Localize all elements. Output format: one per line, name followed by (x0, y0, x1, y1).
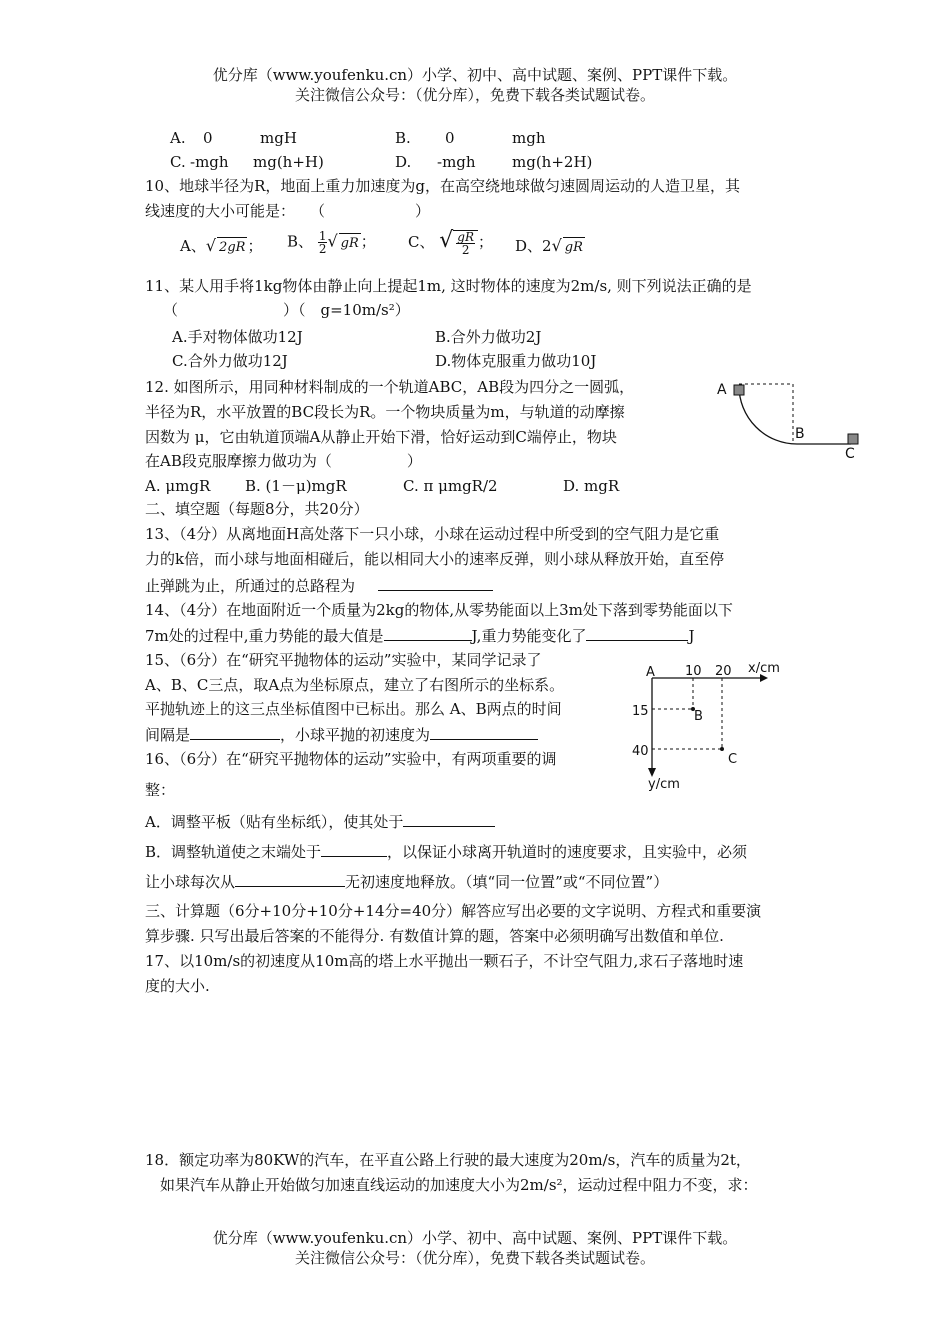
q15-line4 (145, 723, 538, 745)
q9-opt-a-label: A. (170, 129, 186, 147)
page-header-line1: 优分库（www.youfenku.cn）小学、初中、高中试题、案例、PPT课件下载。 (212, 66, 738, 84)
tick-y-40: 40 (632, 744, 649, 759)
q10-sep: ； (478, 233, 494, 251)
block-a (734, 385, 744, 395)
q14-line2a: 7m处的过程中,重力势能的最大值是 (145, 627, 384, 645)
q12-opt-a: A. μmgR (145, 477, 211, 495)
label-c: C (728, 752, 738, 767)
q11-opt-b: B.合外力做功2J (435, 328, 542, 346)
q15-coordinate-figure (628, 660, 818, 795)
q12-line2: 半径为R，水平放置的BC段长为R。一个物块质量为m，与轨道的动摩擦 (145, 403, 625, 421)
q16-line5a: 让小球每次从 (145, 873, 236, 891)
y-axis-label: y/cm (648, 777, 680, 792)
q10-opt-b-den: 2 (318, 242, 327, 256)
q14-line1: 14、（4分）在地面附近一个质量为2kg的物体,从零势能面以上3m处下落到零势能面以下 (145, 601, 733, 619)
q9-opt-b-v2: mgh (512, 129, 546, 147)
q10-opt-c-num: gR (457, 230, 475, 244)
q16-line1: 16、（6分）在“研究平抛物体的运动”实验中，有两项重要的调 (145, 750, 557, 768)
q10-opt-a-label: A、 (180, 237, 206, 255)
y-axis-arrow-icon (648, 768, 656, 777)
q12-line1: 12. 如图所示，用同种材料制成的一个轨道ABC，AB段为四分之一圆弧， (145, 378, 635, 396)
sqrt-icon: √ (327, 231, 338, 251)
q14-line2c: J (688, 627, 695, 645)
q10-option-d (515, 236, 585, 258)
q14-line2 (145, 624, 694, 646)
sqrt-icon: √ (551, 236, 562, 255)
q16-line4a: B．调整轨道使之末端处于 (145, 843, 322, 861)
q12-opt-c: C. π μmgR/2 (403, 477, 498, 495)
x-axis-label: x/cm (748, 661, 780, 676)
q16-line4b: ，以保证小球离开轨道时的速度要求，且实验中，必须 (387, 843, 748, 861)
arc-ab (739, 386, 797, 444)
q11-opt-a: A.手对物体做功12J (172, 328, 303, 346)
section3-line2: 算步骤. 只写出最后答案的不能得分. 有数值计算的题，答案中必须明确写出数值和单位. (145, 927, 724, 945)
q9-opt-b-label: B. (395, 129, 411, 147)
q13-line1: 13、（4分）从离地面H高处落下一只小球，小球在运动过程中所受到的空气阻力是它重 (145, 525, 720, 543)
section2-title: 二、填空题（每题8分，共20分） (145, 500, 369, 518)
q18-line1: 18．额定功率为80KW的汽车，在平直公路上行驶的最大速度为20m/s，汽车的质量为2t， (145, 1151, 751, 1169)
label-c: C (845, 446, 855, 462)
q16-line3-text: A．调整平板（贴有坐标纸），使其处于 (145, 813, 404, 831)
q13-line3 (145, 574, 493, 596)
page-footer-line2: 关注微信公众号：（优分库），免费下载各类试题试卷。 (294, 1249, 655, 1267)
q10-option-c (408, 230, 493, 256)
q10-option-b (287, 230, 376, 255)
q10-opt-b-num: 1 (318, 229, 327, 243)
q14-blank-change[interactable] (586, 624, 688, 641)
q10-sep: ； (360, 232, 376, 251)
q16-line2: 整： (145, 781, 176, 799)
section3-line1: 三、计算题（6分+10分+10分+14分=40分）解答应写出必要的文字说明、方程式和重要演 (145, 902, 762, 920)
q14-blank-max[interactable] (384, 624, 472, 641)
q15-blank-interval[interactable] (190, 723, 280, 740)
page-footer-line1: 优分库（www.youfenku.cn）小学、初中、高中试题、案例、PPT课件下载。 (212, 1229, 738, 1247)
q15-line2: A、B、C三点，取A点为坐标原点，建立了右图所示的坐标系。 (145, 676, 565, 694)
q10-opt-b-fraction (318, 230, 328, 255)
q10-opt-d-label: D、2 (515, 237, 552, 255)
q16-blank-track[interactable] (321, 840, 387, 857)
q15-line4a: 间隔是 (145, 726, 191, 744)
tick-x-20: 20 (715, 664, 732, 679)
q12-opt-b: B. (1－μ)mgR (245, 477, 347, 495)
sqrt-icon: √ (439, 228, 454, 253)
label-b: B (694, 709, 703, 724)
label-a: A (646, 665, 655, 680)
q15-blank-velocity[interactable] (430, 723, 538, 740)
block-c (848, 434, 858, 444)
q15-line1: 15、（6分）在“研究平抛物体的运动”实验中，某同学记录了 (145, 651, 542, 669)
q9-opt-a-v1: 0 (203, 129, 213, 147)
q11-opt-d: D.物体克服重力做功10J (435, 352, 597, 370)
label-a: A (717, 382, 727, 398)
q17-line2: 度的大小. (145, 977, 210, 995)
q17-line1: 17、以10m/s的初速度从10m高的塔上水平抛出一颗石子，不计空气阻力,求石子落地时速 (145, 952, 744, 970)
q11-line1: 11、某人用手将1kg物体由静止向上提起1m, 这时物体的速度为2m/s, 则下列说法正确的是 (145, 277, 752, 295)
q16-line5 (145, 870, 668, 892)
page-header-line2: 关注微信公众号：（优分库），免费下载各类试题试卷。 (294, 86, 655, 104)
tick-x-10: 10 (685, 664, 702, 679)
q13-blank[interactable] (378, 574, 493, 591)
q9-opt-d-v1: -mgh (437, 153, 476, 171)
q10-line1: 10、地球半径为R，地面上重力加速度为g，在高空绕地球做匀速圆周运动的人造卫星，其 (145, 177, 740, 195)
q9-opt-a-v2: mgH (260, 129, 297, 147)
q10-sep: ； (247, 237, 263, 255)
q11-opt-c: C.合外力做功12J (172, 352, 288, 370)
q16-blank-plate[interactable] (403, 810, 495, 827)
tick-y-15: 15 (632, 704, 649, 719)
q9-opt-c-label: C. (170, 153, 186, 171)
q12-track-figure (705, 370, 875, 465)
q16-line3 (145, 810, 495, 832)
q12-line3: 因数为 μ，它由轨道顶端A从静止开始下滑，恰好运动到C端停止，物块 (145, 428, 617, 446)
q10-option-a (180, 236, 262, 258)
q9-opt-c-v1: -mgh (190, 153, 229, 171)
q10-opt-a-expr: 2gR (217, 237, 247, 258)
q13-line3-text: 止弹跳为止，所通过的总路程为 (145, 577, 356, 595)
q9-opt-d-v2: mg(h+2H) (512, 153, 593, 171)
q10-opt-b-label: B、 (287, 232, 314, 251)
q10-opt-b-expr: gR (339, 233, 361, 254)
q10-opt-c-label: C、 (408, 233, 435, 251)
point-c (720, 747, 724, 751)
label-b: B (795, 426, 805, 442)
q10-opt-c-fraction (453, 230, 478, 256)
q18-line2: 如果汽车从静止开始做匀加速直线运动的加速度大小为2m/s²，运动过程中阻力不变，求： (160, 1176, 758, 1194)
q16-blank-position[interactable] (235, 870, 345, 887)
q16-line5b: 无初速度地释放。（填“同一位置”或“不同位置”） (345, 873, 669, 891)
sqrt-icon: √ (205, 236, 217, 255)
q15-line4b: ，小球平抛的初速度为 (280, 726, 431, 744)
q14-line2b: J,重力势能变化了 (471, 627, 587, 645)
q13-line2: 力的k倍，而小球与地面相碰后，能以相同大小的速率反弹，则小球从释放开始，直至停 (145, 550, 725, 568)
q9-opt-d-label: D. (395, 153, 412, 171)
q10-opt-d-expr: gR (563, 237, 585, 258)
q15-line3: 平抛轨迹上的这三点坐标值图中已标出。那么 A、B两点的时间 (145, 700, 562, 718)
q10-opt-c-den: 2 (461, 243, 470, 257)
q10-line2: 线速度的大小可能是： （ ） (145, 202, 431, 220)
q9-opt-c-v2: mg(h+H) (253, 153, 324, 171)
q12-line4: 在AB段克服摩擦力做功为（ ） (145, 452, 422, 470)
q11-line2: （ ）（ g=10m/s²） (163, 301, 410, 319)
q12-opt-d: D. mgR (563, 477, 620, 495)
q16-line4 (145, 840, 747, 862)
q9-opt-b-v1: 0 (445, 129, 455, 147)
